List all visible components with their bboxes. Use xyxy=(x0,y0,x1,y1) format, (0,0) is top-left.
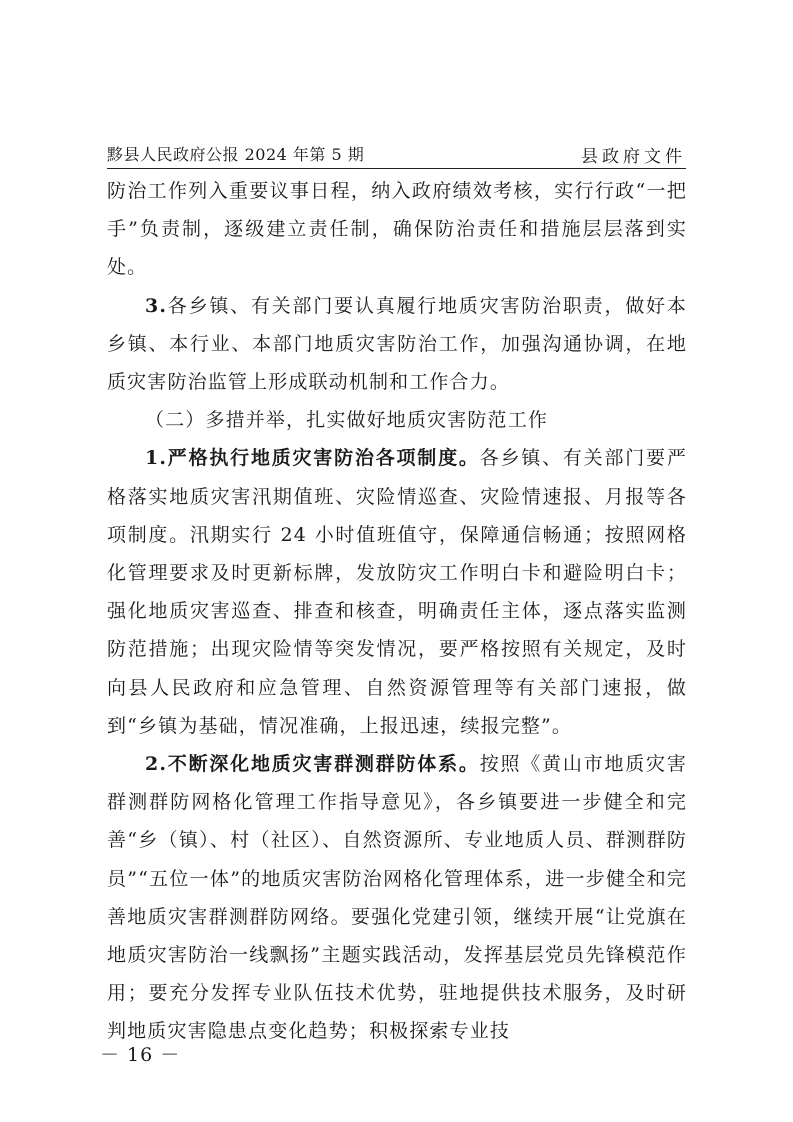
section-label: 县政府文件 xyxy=(581,147,686,167)
page-header xyxy=(107,140,686,169)
document-body xyxy=(107,172,687,1051)
item-title: 2.不断深化地质灾害群测群防体系。 xyxy=(145,753,480,776)
paragraph-continuation: 防治工作列入重要议事日程，纳入政府绩效考核，实行行政“一把手”负责制，逐级建立责任制，确保防治责任和措施层层落到实处。 xyxy=(107,180,687,279)
bulletin-title: 黟县人民政府公报 2024 年第 5 期 xyxy=(107,145,365,164)
item-text: 按照《黄山市地质灾害群测群防网格化管理工作指导意见》，各乡镇要进一步健全和完善“乡（镇）、村（社区）、自然资源所、专业地质人员、群测群防员”“五位一体”的地质灾害防治网格化管理体系，进一步健全和完善地质灾害群测群防网络。要强化党建引领，继续开展“让党旗在地质灾害防治一线飘扬”主题实践活动，发挥基层党员先锋模范作用；要充分发挥专业队伍技术优势，驻地提供技术服务，及时研判地质灾害隐患点变化趋势；积极探索专业技 xyxy=(107,753,687,1043)
paragraph-item-3 xyxy=(107,287,687,402)
item-title: 1.严格执行地质灾害防治各项制度。 xyxy=(145,447,480,470)
item-text: 各乡镇、有关部门要严格落实地质灾害汛期值班、灾险情巡查、灾险情速报、月报等各项制度。汛期实行 24 小时值班值守，保障通信畅通；按照网格化管理要求及时更新标牌，发放防灾工作明白卡和避险明白卡；强化地质灾害巡查、排查和核查，明确责任主体，逐点落实监测防范措施；出现灾险情等突发情况，要严格按照有关规定，及时向县人民政府和应急管理、自然资源管理等有关部门速报，做到“乡镇为基础，情况准确，上报迅速，续报完整”。 xyxy=(107,447,687,737)
section-heading: （二）多措并举，扎实做好地质灾害防范工作 xyxy=(145,409,549,432)
item-number: 3. xyxy=(145,294,168,317)
paragraph-item-2 xyxy=(107,745,687,1051)
page-number: － 16 － xyxy=(100,1044,181,1066)
item-text: 各乡镇、有关部门要认真履行地质灾害防治职责，做好本乡镇、本行业、本部门地质灾害防治工作，加强沟通协调，在地质灾害防治监管上形成联动机制和工作合力。 xyxy=(107,294,687,394)
paragraph-item-1 xyxy=(107,439,687,745)
